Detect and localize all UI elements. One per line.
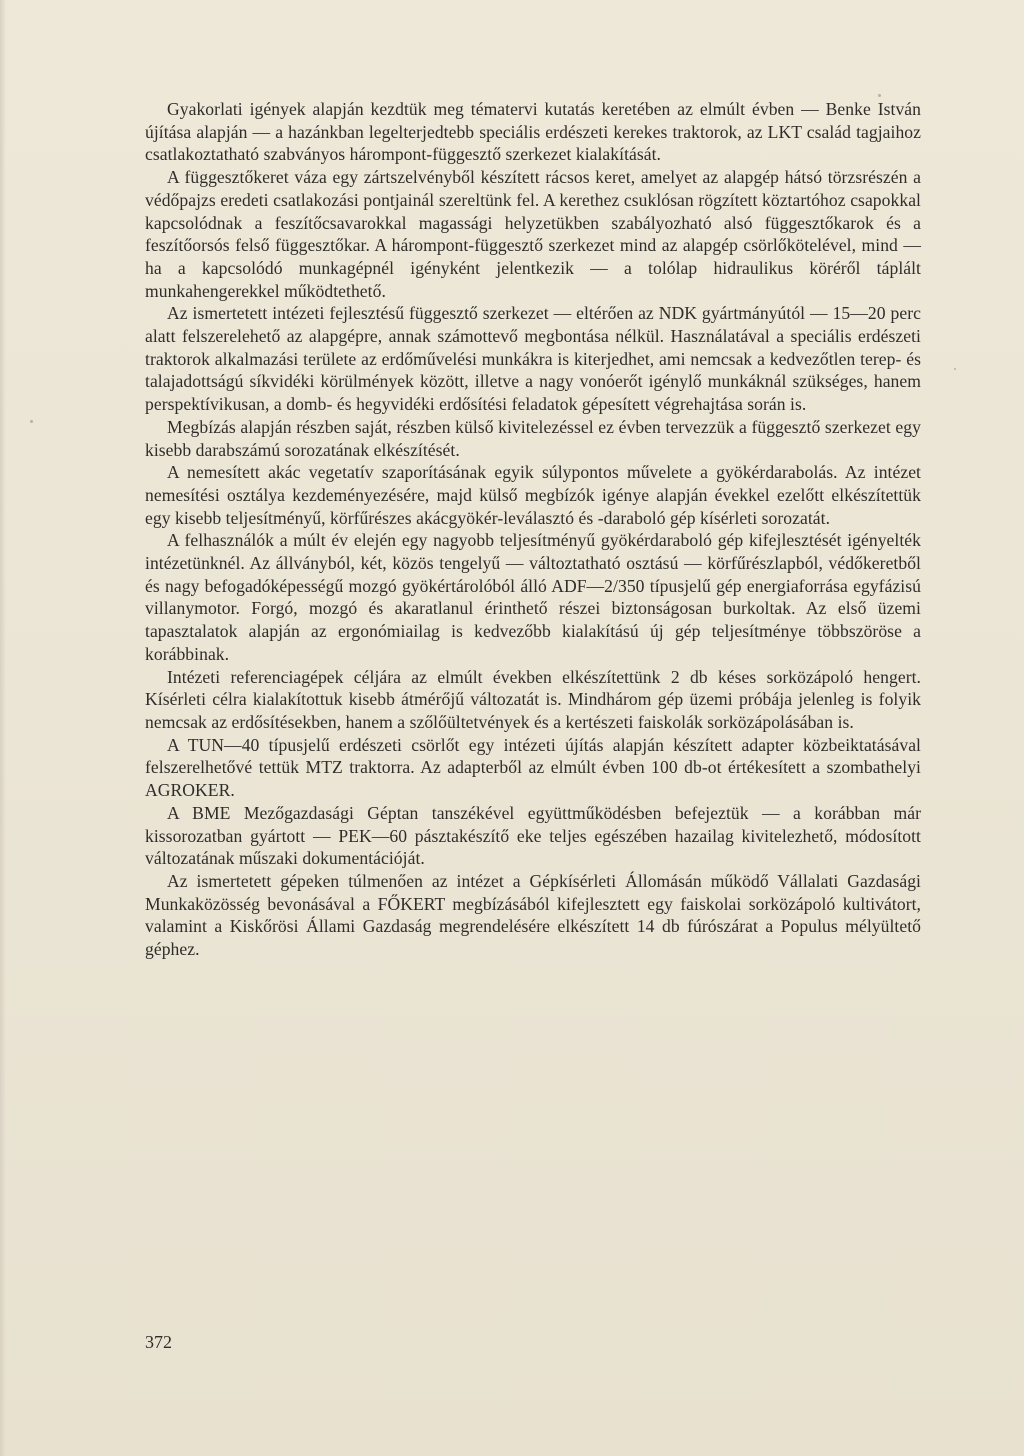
paragraph-3: Az ismertetett intézeti fejlesztésű függesztő szerkezet — eltérően az NDK gyártmányútól — 15—20 perc alatt felszerelehető az alapgépre, annak számottevő megbontása nélkül. Használatával a speciális erdészeti traktorok alkalmazási területe az erdőművelési munkákra is kiterjedhet, ami nemcsak a kedvezőtlen terep- és talajadottságú síkvidéki körülmények között, illetve a nagy vonóerőt igénylő munkáknál szükséges, hanem perspektívikusan, a domb- és hegyvidéki erdősítési feladatok gépesített végrehajtása során is.: [145, 303, 921, 415]
paragraph-6: A felhasználók a múlt év elején egy nagyobb teljesítményű gyökérdaraboló gép kifejlesztését igényelték intézetünknél. Az állványból, két, közös tengelyű — változtatható osztású — körfűrészlapból, védőkeretből és nagy befogadóképességű mozgó gyökértárolóból álló ADF—2/350 típusjelű gép energiaforrása egyfázisú villanymotor. Forgó, mozgó és akaratlanul érinthető részei biztonságosan burkoltak. Az első üzemi tapasztalatok alapján az ergonómiailag is kedvezőbb kialakítású új gép teljesítménye többszöröse a korábbinak.: [145, 530, 921, 664]
paper-speck: [954, 368, 956, 370]
page-edge-shadow: [0, 0, 6, 1456]
body-text: [145, 98, 921, 961]
paragraph-7: Intézeti referenciagépek céljára az elmúlt években elkészítettünk 2 db késes sorközápoló hengert. Kísérleti célra kialakítottuk kisebb átmérőjű változatát is. Mindhárom gép üzemi próbája jelenleg is folyik nemcsak az erdősítésekben, hanem a szőlőültetvények és a kertészeti faiskolák sorközápolásában is.: [145, 666, 921, 732]
page-number: 372: [145, 1332, 172, 1352]
paper-speck: [878, 94, 881, 97]
paper-speck: [30, 420, 33, 423]
paragraph-5: A nemesített akác vegetatív szaporításának egyik súlypontos művelete a gyökérdarabolás. Az intézet nemesítési osztálya kezdeményezésére, majd külső megbízók igénye alapján évekkel ezelőtt elkészítettük egy kisebb teljesítményű, körfűrészes akácgyökér-leválasztó és -daraboló gép kísérleti sorozatát.: [145, 462, 921, 528]
paragraph-2: A függesztőkeret váza egy zártszelvényből készített rácsos keret, amelyet az alapgép hátsó törzsrészén a védőpajzs eredeti csatlakozási pontjainál szereltünk fel. A kerethez csuklósan rögzített köztartóhoz csapokkal kapcsolódnak a feszítőcsavarokkal magassági helyzetükben szabályozható alsó függesztőkarok és a feszítőorsós felső függesztőkar. A hárompont-függesztő szerkezet mind az alapgép csörlőkötelével, mind — ha a kapcsolódó munkagépnél igényként jelentkezik — a tolólap hidraulikus köréről táplált munkahengerekkel működtethető.: [145, 167, 921, 301]
paragraph-4: Megbízás alapján részben saját, részben külső kivitelezéssel ez évben tervezzük a függesztő szerkezet egy kisebb darabszámú sorozatának elkészítését.: [145, 416, 921, 460]
paragraph-10: Az ismertetett gépeken túlmenően az intézet a Gépkísérleti Állomásán működő Vállalati Gazdasági Munkaközösség bevonásával a FŐKERT megbízásából kifejlesztett egy faiskolai sorközápoló kultivátort, valamint a Kiskőrösi Állami Gazdaság megrendelésére elkészített 14 db fúrószárat a Populus mélyültető géphez.: [145, 870, 921, 960]
paragraph-8: A TUN—40 típusjelű erdészeti csörlőt egy intézeti újítás alapján készített adapter közbeiktatásával felszerelhetővé tettük MTZ traktorra. Az adapterből az elmúlt évben 100 db-ot értékesített a szombathelyi AGROKER.: [145, 734, 921, 801]
paragraph-1: Gyakorlati igények alapján kezdtük meg tématervi kutatás keretében az elmúlt évben — Benke István újítása alapján — a hazánkban legelterjedtebb speciális erdészeti kerekes traktorok, az LKT család tagjaihoz csatlakoztatható szabványos hárompont-függesztő szerkezet kialakítását.: [145, 99, 921, 165]
paragraph-9: A BME Mezőgazdasági Géptan tanszékével együttműködésben befejeztük — a korábban már kissorozatban gyártott — PEK—60 pásztakészítő eke teljes egészében hazailag kivitelezhető, módosított változatának műszaki dokumentációját.: [145, 802, 921, 869]
